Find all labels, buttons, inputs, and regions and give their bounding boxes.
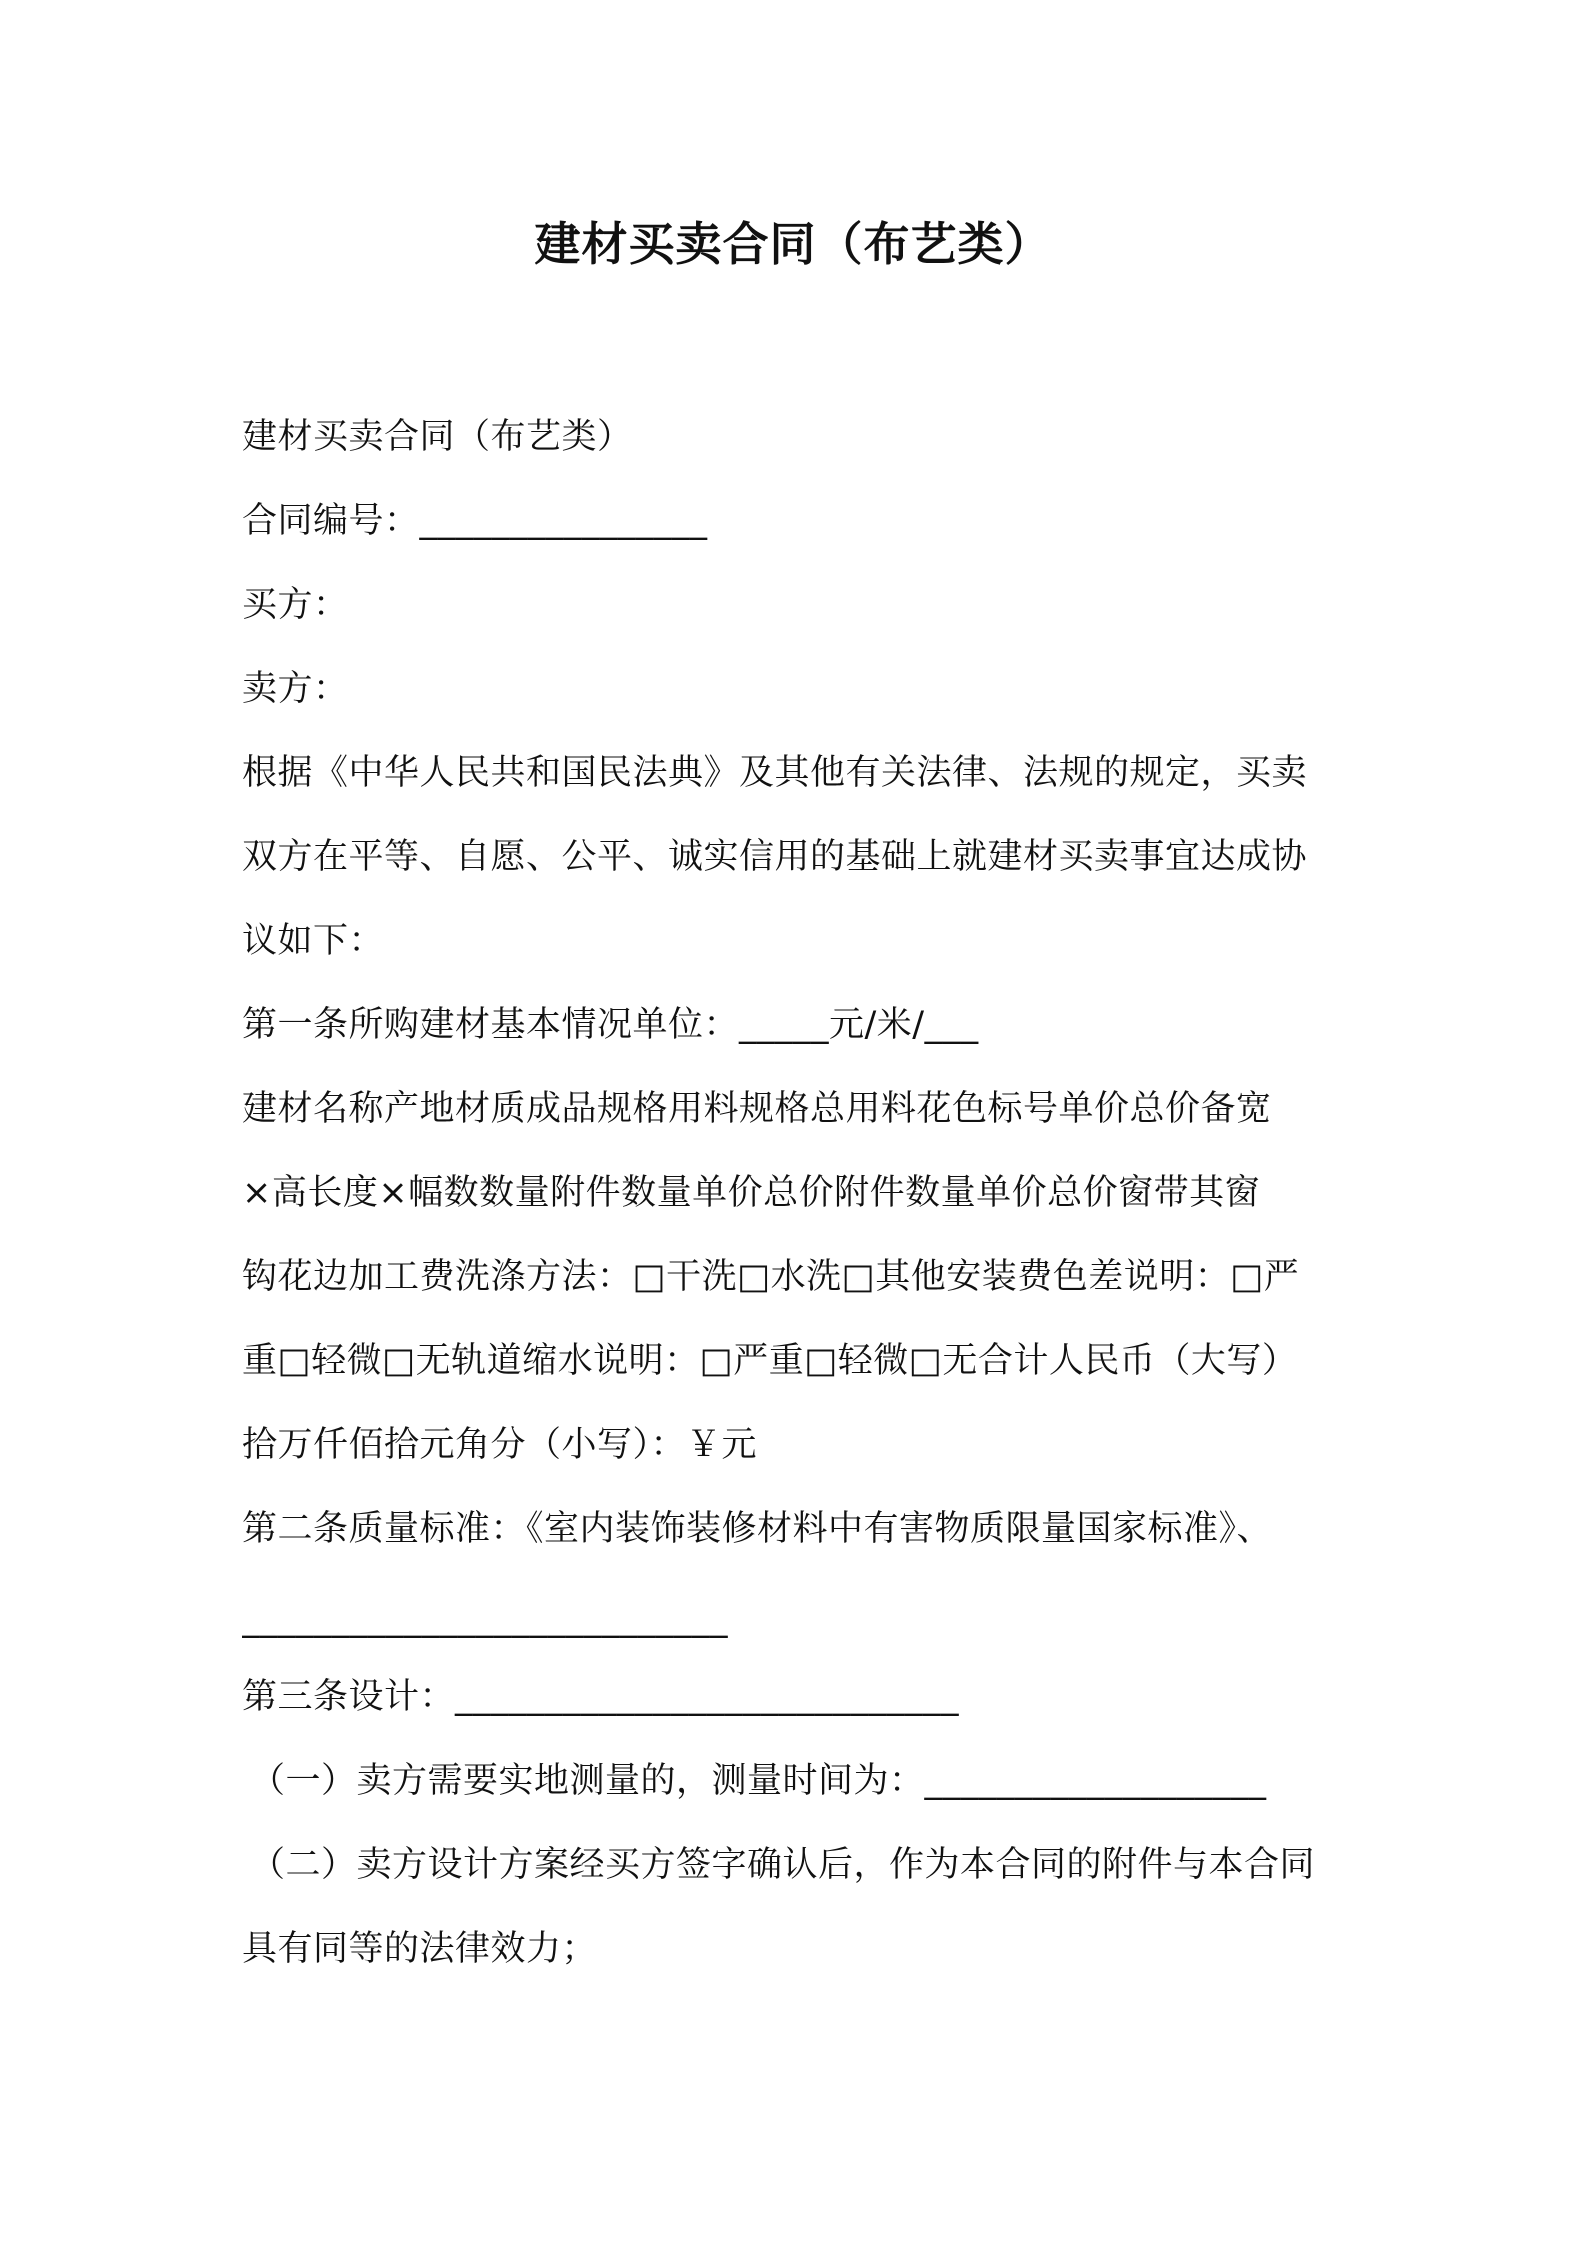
article-1-heading: 第一条所购建材基本情况单位：_____元/米/___	[242, 1005, 979, 1045]
article-1-line-4: 重□轻微□无轨道缩水说明：□严重□轻微□无合计人民币（大写）	[242, 1341, 1298, 1381]
document-title: 建材买卖合同（布艺类）	[534, 217, 1052, 271]
preamble-line-1: 根据《中华人民共和国民法典》及其他有关法律、法规的规定，买卖	[242, 753, 1308, 793]
article-3-item-2-line-2: 具有同等的法律效力；	[242, 1929, 598, 1969]
preamble-line-2: 双方在平等、自愿、公平、诚实信用的基础上就建材买卖事宜达成协	[242, 837, 1308, 877]
preamble-line-3: 议如下：	[242, 921, 385, 961]
seller-line: 卖方：	[242, 669, 349, 709]
article-1-line-1: 建材名称产地材质成品规格用料规格总用料花色标号单价总价备宽	[242, 1089, 1272, 1129]
contract-name-line: 建材买卖合同（布艺类）	[242, 417, 633, 457]
article-1-line-2: ×高长度×幅数数量附件数量单价总价附件数量单价总价窗带其窗	[242, 1173, 1261, 1213]
article-3-item-1: （一）卖方需要实地测量的，测量时间为：___________________	[250, 1761, 1267, 1801]
contract-number-line: 合同编号：________________	[242, 501, 708, 541]
article-3-heading: 第三条设计：____________________________	[242, 1677, 960, 1717]
article-1-line-5: 拾万仟佰拾元角分（小写）：￥元	[242, 1425, 758, 1465]
buyer-line: 买方：	[242, 585, 349, 625]
article-2-heading: 第二条质量标准：《室内装饰装修材料中有害物质限量国家标准》、	[242, 1509, 1273, 1549]
article-1-line-3: 钩花边加工费洗涤方法：□干洗□水洗□其他安装费色差说明：□严	[242, 1257, 1300, 1297]
article-2-blank-line: ___________________________	[242, 1599, 728, 1639]
article-3-item-2-line-1: （二）卖方设计方案经买方签字确认后，作为本合同的附件与本合同	[250, 1845, 1316, 1885]
